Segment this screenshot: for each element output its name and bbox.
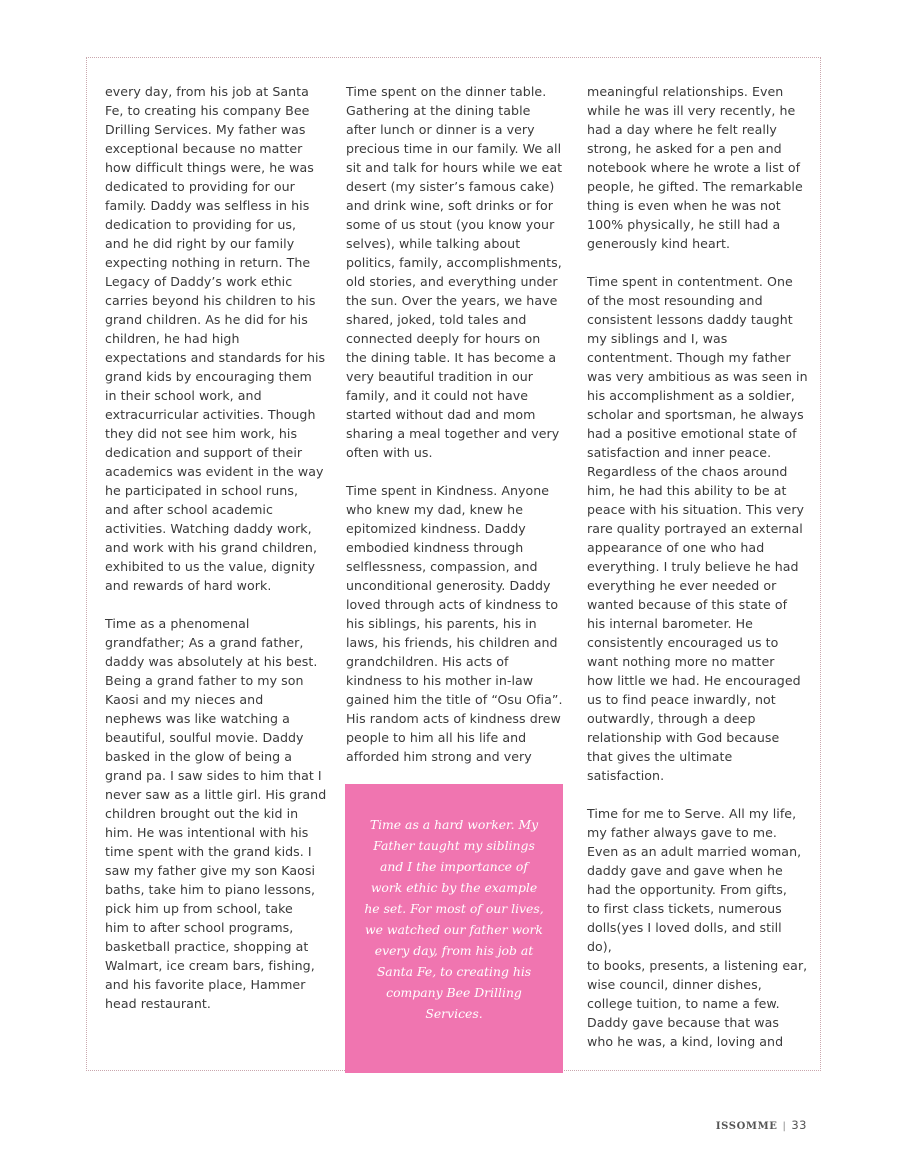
pull-quote-text: Time as a hard worker. My Father taught my siblings and I the importance of work ethic by the example he set. For most of our lives, we watched our father work every day, from his job at Santa Fe, to creating his company Bee Drilling Services. (364, 817, 544, 1021)
paragraph-serve: Time for me to Serve. All my life, my father always gave to me. Even as an adult married woman, daddy gave and gave when he had the opportunity. From gifts, to first class tickets, numerous dolls(yes I loved dolls, and still do), to books, presents, a listening ear, wise council, dinner dishes, college tuition, to name a few. Daddy gave because that was who he was, a kind, loving and (587, 806, 808, 1049)
paragraph-relationships: meaningful relationships. Even while he was ill very recently, he had a day where he felt really strong, he asked for a pen and notebook where he wrote a list of people, he gifted. The remarkable thing is even when he was not 100% physically, he still had a generously kind heart. (587, 84, 803, 251)
text-column-2 (346, 82, 568, 785)
paragraph-kindness: Time spent in Kindness. Anyone who knew my dad, knew he epitomized kindness. Daddy embodied kindness through selflessness, compassion, and unconditional generosity. Daddy loved through acts of kindness to his siblings, his parents, his in laws, his friends, his children and grandchildren. His acts of kindness to his mother in-law gained him the title of “Osu Ofia”. His random acts of kindness drew people to him all his life and afforded him strong and very (346, 483, 563, 764)
paragraph-dinner-table: Time spent on the dinner table. Gathering at the dining table after lunch or dinner is a very precious time in our family. We all sit and talk for hours while we eat desert (my sister’s famous cake) and drink wine, soft drinks or for some of us stout (you know your selves), while talking about politics, family, accomplishments, old stories, and everything under the sun. Over the years, we have shared, joked, told tales and connected deeply for hours on the dining table. It has become a very beautiful tradition in our family, and it could not have started without dad and mom sharing a meal together and very often with us. (346, 84, 563, 460)
magazine-name: ISSOMME (715, 1121, 778, 1132)
paragraph-work-ethic: every day, from his job at Santa Fe, to creating his company Bee Drilling Services. My father was exceptional because no matter how difficult things were, he was dedicated to providing for our family. Daddy was selfless in his dedication to providing for us, and he did right by our family expecting nothing in return. The Legacy of Daddy’s work ethic carries beyond his children to his grand children. As he did for his children, he had high expectations and standards for his grand kids by encouraging them in their school work, and extracurricular activities. Though they did not see him work, his dedication and support of their academics was evident in the way he participated in school runs, and after school academic activities. Watching daddy work, and work with his grand children, exhibited to us the value, dignity and rewards of hard work. (105, 84, 326, 593)
footer-separator: | (782, 1121, 787, 1132)
text-column-1 (105, 82, 327, 1032)
paragraph-grandfather: Time as a phenomenal grandfather; As a grand father, daddy was absolutely at his best. Being a grand father to my son Kaosi and my nieces and nephews was like watching a beautiful, soulful movie. Daddy basked in the glow of being a grand pa. I saw sides to him that I never saw as a little girl. His grand children brought out the kid in him. He was intentional with his time spent with the grand kids. I saw my father give my son Kaosi baths, take him to piano lessons, pick him up from school, take him to after school programs, basketball practice, shopping at Walmart, ice cream bars, fishing, and his favorite place, Hammer head restaurant. (105, 616, 327, 1011)
paragraph-contentment: Time spent in contentment. One of the most resounding and consistent lessons daddy taught my siblings and I, was contentment. Though my father was very ambitious as was seen in his accomplishment as a soldier, scholar and sportsman, he always had a positive emotional state of satisfaction and inner peace. Regardless of the chaos around him, he had this ability to be at peace with his situation. This very rare quality portrayed an external appearance of one who had everything. I truly believe he had everything he ever needed or wanted because of this state of his internal barometer. He consistently encouraged us to want nothing more no matter how little we had. He encouraged us to find peace inwardly, not outwardly, through a deep relationship with God because that gives the ultimate satisfaction. (587, 274, 808, 783)
text-column-3 (587, 82, 809, 1070)
pull-quote-box (345, 784, 563, 1073)
page-number: 33 (791, 1118, 807, 1132)
page-footer (716, 1118, 807, 1132)
